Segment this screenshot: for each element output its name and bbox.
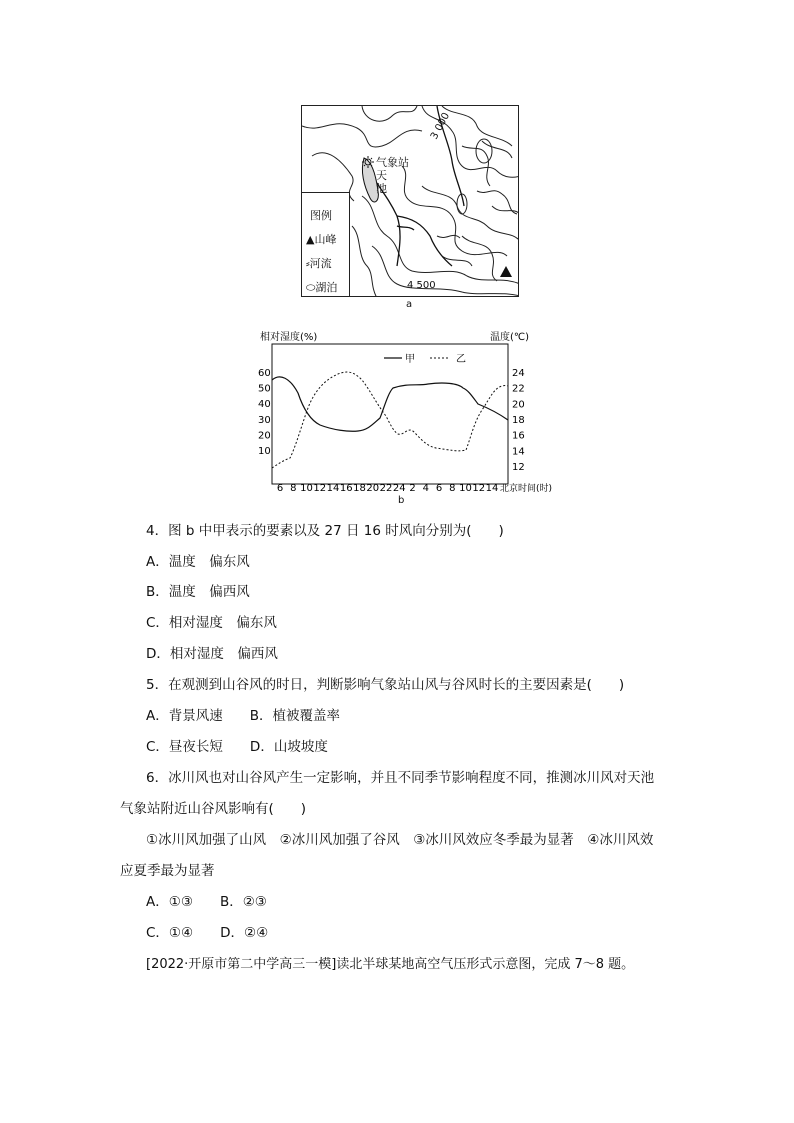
x-tick-label: 24 bbox=[392, 483, 406, 494]
q5-stem: 5．在观测到山谷风的时日，判断影响气象站山风与谷风时长的主要因素是( ) bbox=[146, 677, 625, 693]
x-axis-title: 北京时间(时) bbox=[500, 484, 553, 494]
q6-options-ab: A．①③ B．②③ bbox=[146, 894, 267, 910]
legend-item-river: ⸗河流 bbox=[306, 257, 332, 270]
left-axis-title: 相对湿度(%) bbox=[260, 332, 318, 343]
figure-b-label: b bbox=[398, 495, 405, 506]
contour-label-4500: 4 500 bbox=[407, 280, 436, 291]
q4-stem: 4．图 b 中甲表示的要素以及 27 日 16 时风向分别为( ) bbox=[146, 523, 504, 539]
x-tick-label: 12 bbox=[313, 483, 327, 494]
x-tick-label: 6 bbox=[276, 483, 284, 494]
right-tick-label: 22 bbox=[512, 383, 525, 395]
legend-jia: 甲 bbox=[405, 354, 415, 365]
left-axis-ticks bbox=[258, 368, 271, 457]
q6-options-cd: C．①④ D．②④ bbox=[146, 925, 269, 941]
x-tick-label: 10 bbox=[300, 483, 313, 494]
right-axis-ticks bbox=[512, 368, 525, 473]
x-tick-label: 14 bbox=[326, 483, 340, 494]
peak-icon bbox=[500, 266, 512, 277]
chart-legend bbox=[384, 353, 466, 365]
x-tick-label: 10 bbox=[459, 483, 472, 494]
q4-option-a: A．温度 偏东风 bbox=[146, 554, 250, 570]
legend-item-lake: ⬭湖泊 bbox=[306, 281, 338, 294]
x-tick-label: 22 bbox=[379, 483, 393, 494]
right-tick-label: 20 bbox=[512, 399, 525, 411]
x-axis-ticks bbox=[277, 483, 499, 494]
left-tick-label: 60 bbox=[258, 368, 271, 379]
legend-yi: 乙 bbox=[456, 354, 466, 365]
left-tick-label: 30 bbox=[258, 414, 271, 426]
q5-options-ab: A．背景风速 B．植被覆盖率 bbox=[146, 708, 340, 724]
right-tick-label: 24 bbox=[512, 368, 525, 379]
humidity-temperature-chart bbox=[258, 328, 558, 496]
right-tick-label: 18 bbox=[512, 415, 525, 426]
x-tick-label: 16 bbox=[339, 483, 353, 494]
river-icon: ⸗ bbox=[306, 257, 310, 270]
lake-label-2: 池 bbox=[376, 182, 387, 195]
contour-label-3000: 3 000 bbox=[428, 110, 453, 142]
series-jia-line bbox=[272, 377, 508, 431]
q5-options-cd: C．昼夜长短 D．山坡坡度 bbox=[146, 739, 328, 755]
x-tick-label: 12 bbox=[472, 483, 486, 494]
x-tick-label: 14 bbox=[485, 483, 499, 494]
legend-title: 图例 bbox=[310, 209, 332, 222]
x-tick-label: 4 bbox=[422, 483, 429, 494]
left-tick-label: 50 bbox=[258, 383, 271, 395]
series-yi-line bbox=[272, 372, 508, 468]
q4-option-c: C．相对湿度 偏东风 bbox=[146, 615, 277, 631]
intro-questions-7-8: [2022·开原市第二中学高三一模]读北半球某地高空气压形式示意图，完成 7～8 题。 bbox=[146, 957, 635, 972]
q6-statements-line2: 应夏季最为显著 bbox=[120, 863, 215, 879]
x-tick-label: 8 bbox=[290, 483, 297, 494]
right-axis-title: 温度(℃) bbox=[490, 332, 530, 343]
left-tick-label: 40 bbox=[258, 399, 271, 411]
right-tick-label: 12 bbox=[512, 462, 525, 473]
peak-icon: ▲ bbox=[306, 233, 315, 246]
right-tick-label: 16 bbox=[512, 430, 525, 442]
lake-label-1: 天 bbox=[376, 169, 387, 182]
legend-item-peak: ▲山峰 bbox=[306, 233, 337, 246]
q4-option-b: B．温度 偏西风 bbox=[146, 584, 250, 600]
lake-icon: ⬭ bbox=[306, 281, 316, 294]
q6-stem-line1: 6．冰川风也对山谷风产生一定影响，并且不同季节影响程度不同，推测冰川风对天池 bbox=[146, 770, 655, 786]
left-tick-label: 20 bbox=[258, 430, 271, 442]
q6-statements-line1: ①冰川风加强了山风 ②冰川风加强了谷风 ③冰川风效应冬季最为显著 ④冰川风效 bbox=[146, 832, 654, 848]
left-tick-label: 10 bbox=[258, 446, 271, 457]
x-tick-label: 18 bbox=[353, 483, 366, 494]
q4-option-d: D．相对湿度 偏西风 bbox=[146, 646, 278, 662]
x-tick-label: 6 bbox=[435, 483, 443, 494]
chart-svg bbox=[258, 328, 558, 496]
topographic-map bbox=[301, 105, 519, 297]
station-label: 气象站 bbox=[376, 156, 409, 169]
x-tick-label: 8 bbox=[449, 483, 456, 494]
q6-stem-line2: 气象站附近山谷风影响有( ) bbox=[120, 801, 307, 817]
figure-a-label: a bbox=[406, 299, 413, 310]
map-legend bbox=[302, 192, 350, 297]
right-tick-label: 14 bbox=[512, 446, 525, 458]
x-tick-label: 2 bbox=[409, 483, 416, 494]
x-tick-label: 20 bbox=[366, 483, 380, 494]
